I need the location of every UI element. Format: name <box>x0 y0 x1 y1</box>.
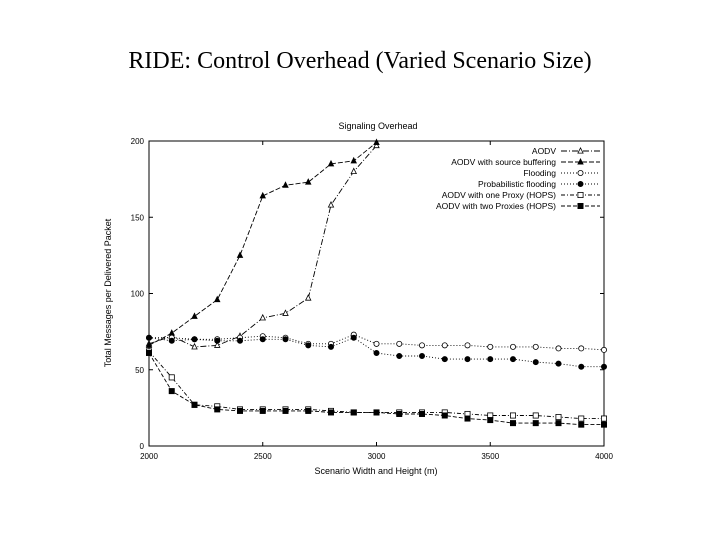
legend-label: AODV with two Proxies (HOPS) <box>436 201 556 211</box>
data-point <box>397 353 402 358</box>
x-tick-label: 2500 <box>253 452 272 461</box>
data-point <box>533 413 538 418</box>
data-point <box>533 360 538 365</box>
data-point <box>374 341 379 346</box>
data-point <box>351 410 356 415</box>
x-tick-label: 3500 <box>481 452 500 461</box>
data-point <box>146 335 151 340</box>
data-point <box>556 346 561 351</box>
data-point <box>579 422 584 427</box>
data-point <box>283 182 288 187</box>
data-point <box>260 408 265 413</box>
data-point <box>510 421 515 426</box>
legend-marker <box>578 181 583 186</box>
data-point <box>306 179 311 184</box>
data-point <box>283 310 288 315</box>
data-point <box>533 344 538 349</box>
data-point <box>465 356 470 361</box>
legend-marker <box>578 148 583 153</box>
data-point <box>260 315 265 320</box>
data-point <box>237 252 242 257</box>
y-tick-label: 0 <box>139 442 144 451</box>
data-point <box>192 337 197 342</box>
data-point <box>169 389 174 394</box>
data-point <box>215 407 220 412</box>
data-point <box>510 344 515 349</box>
x-tick-label: 3000 <box>367 452 386 461</box>
y-tick-label: 100 <box>130 289 144 299</box>
data-point <box>283 408 288 413</box>
data-point <box>374 139 379 144</box>
y-axis-label: Total Messages per Delivered Packet <box>103 218 113 368</box>
legend-label: Probabilistic flooding <box>478 179 556 189</box>
data-point <box>510 356 515 361</box>
data-point <box>601 364 606 369</box>
data-point <box>556 421 561 426</box>
data-point <box>533 421 538 426</box>
x-tick-label: 2000 <box>140 452 158 461</box>
y-tick-label: 200 <box>130 137 144 146</box>
legend-marker <box>578 159 583 164</box>
data-point <box>397 341 402 346</box>
legend-item <box>478 179 600 189</box>
data-point <box>169 338 174 343</box>
legend-item <box>442 190 600 200</box>
x-axis-label: Scenario Width and Height (m) <box>314 466 438 476</box>
data-point <box>260 337 265 342</box>
series-4 <box>146 335 606 369</box>
legend-label: AODV <box>531 146 556 156</box>
data-point <box>601 347 606 352</box>
data-point <box>283 337 288 342</box>
data-point <box>215 338 220 343</box>
data-point <box>237 338 242 343</box>
data-point <box>488 417 493 422</box>
data-point <box>442 413 447 418</box>
data-point <box>510 413 515 418</box>
legend-marker <box>578 203 583 208</box>
data-point <box>328 202 333 207</box>
data-point <box>465 416 470 421</box>
data-point <box>306 343 311 348</box>
data-point <box>465 343 470 348</box>
data-point <box>579 416 584 421</box>
legend-item <box>523 168 600 178</box>
data-point <box>419 343 424 348</box>
data-point <box>192 402 197 407</box>
data-point <box>579 364 584 369</box>
legend-item <box>436 201 600 211</box>
data-point <box>579 346 584 351</box>
legend-label: AODV with one Proxy (HOPS) <box>441 190 556 200</box>
series-1 <box>146 142 379 349</box>
data-point <box>146 350 151 355</box>
legend-label: AODV with source buffering <box>451 157 556 167</box>
data-point <box>374 350 379 355</box>
data-point <box>601 416 606 421</box>
data-point <box>556 414 561 419</box>
data-point <box>215 297 220 302</box>
legend-item <box>451 157 600 167</box>
data-point <box>237 408 242 413</box>
data-point <box>419 411 424 416</box>
data-point <box>419 353 424 358</box>
y-tick-label: 150 <box>130 213 144 223</box>
data-point <box>601 422 606 427</box>
x-tick-label: 4000 <box>595 452 613 461</box>
data-point <box>192 313 197 318</box>
data-point <box>351 158 356 163</box>
data-point <box>397 411 402 416</box>
data-point <box>556 361 561 366</box>
data-point <box>306 295 311 300</box>
data-point <box>351 335 356 340</box>
data-point <box>328 410 333 415</box>
data-point <box>306 408 311 413</box>
data-point <box>442 356 447 361</box>
data-point <box>374 410 379 415</box>
legend-label: Flooding <box>523 168 556 178</box>
slide-title: RIDE: Control Overhead (Varied Scenario Size) <box>128 48 592 74</box>
legend-marker <box>578 192 583 197</box>
y-tick-label: 50 <box>135 365 144 375</box>
data-point <box>442 343 447 348</box>
data-point <box>328 344 333 349</box>
data-point <box>488 356 493 361</box>
chart-title: Signaling Overhead <box>338 121 418 131</box>
data-point <box>351 168 356 173</box>
legend-item <box>532 146 600 156</box>
data-point <box>169 375 174 380</box>
data-point <box>488 344 493 349</box>
data-point <box>169 330 174 335</box>
legend-marker <box>578 170 583 175</box>
